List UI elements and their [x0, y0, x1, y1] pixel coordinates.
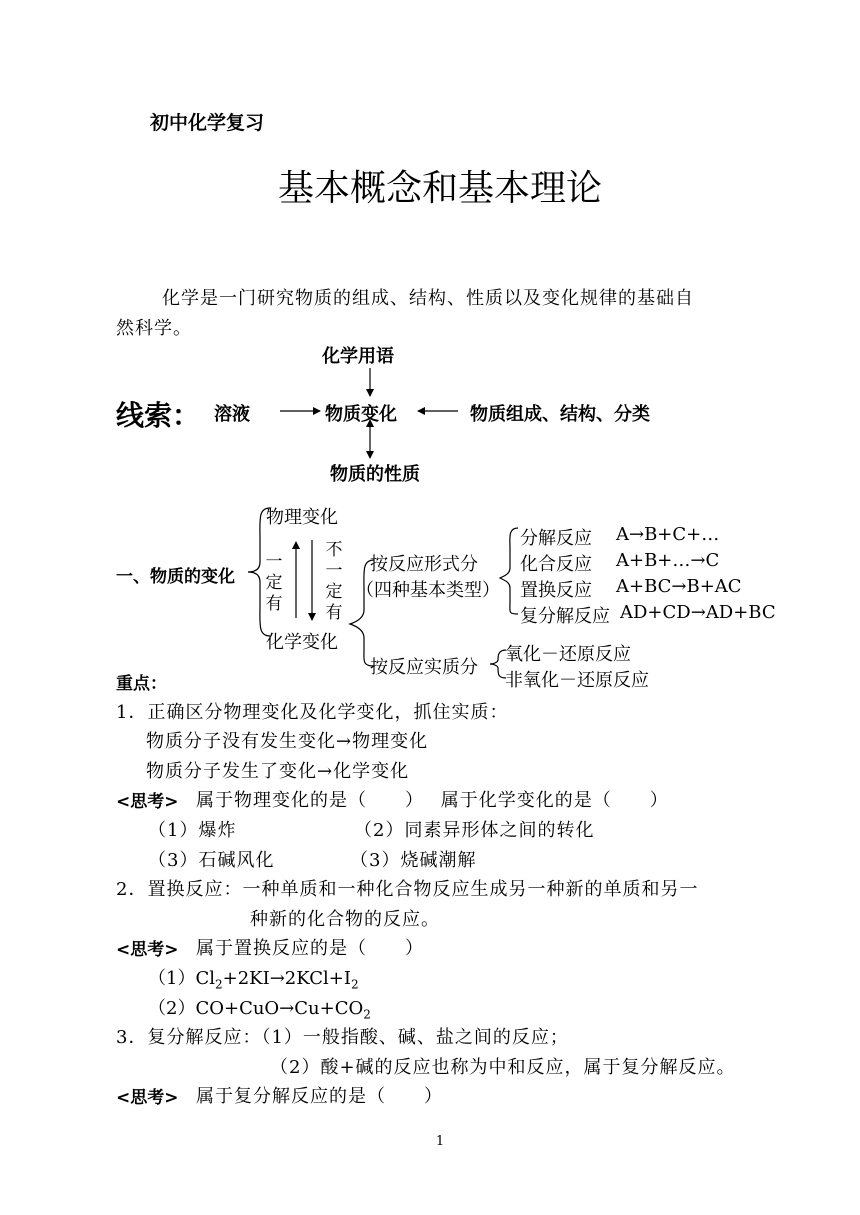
- reaction-formula: AD+CD→AD+BC: [620, 602, 776, 623]
- point-2-line2: 种新的化合物的反应。: [250, 909, 440, 930]
- page-title: 基本概念和基本理论: [277, 168, 602, 209]
- intro-line-1: 化学是一门研究物质的组成、结构、性质以及变化规律的基础自: [162, 288, 694, 309]
- by-essence-label: 按反应实质分: [370, 657, 478, 678]
- reaction-formula: A+BC→B+AC: [616, 576, 742, 597]
- clue-top: 化学用语: [322, 346, 394, 367]
- reaction-formula: A+B+…→C: [616, 550, 720, 571]
- reaction-name: 化合反应: [520, 554, 592, 575]
- course-label: 初中化学复习: [150, 112, 265, 134]
- point-1-sub2: 物质分子发生了变化→化学变化: [146, 761, 410, 782]
- subscript: 2: [350, 977, 359, 992]
- chemical-change: 化学变化: [266, 632, 338, 653]
- by-form-sub: （四种基本类型）: [356, 580, 500, 601]
- brace-redox: [490, 650, 506, 678]
- option-formula: [148, 964, 359, 992]
- think-tag: <思考>: [116, 940, 179, 960]
- point-2-line1: 2．置换反应：一种单质和一种化合物反应生成另一种新的单质和另一: [116, 879, 699, 900]
- think-question: 属于物理变化的是（ ） 属于化学变化的是（ ）: [196, 790, 669, 811]
- point-1-sub1: 物质分子没有发生变化→物理变化: [146, 731, 429, 752]
- reaction-formula: A→B+C+…: [616, 524, 720, 545]
- nonredox: 非氧化－还原反应: [505, 670, 649, 691]
- redox: 氧化－还原反应: [505, 644, 631, 665]
- point-1: 1．正确区分物理变化及化学变化，抓住实质：: [116, 702, 509, 723]
- subscript: 2: [214, 977, 223, 992]
- clue-label: 线索：: [116, 399, 201, 432]
- option: （3）石碱风化: [148, 850, 275, 871]
- brace-four-types: [500, 528, 518, 614]
- point-3-line1: 3．复分解反应：（1）一般指酸、碱、盐之间的反应；: [116, 1027, 569, 1048]
- section1-title: 一、物质的变化: [116, 567, 235, 587]
- subscript: 2: [363, 1007, 371, 1022]
- buyiding-you: 不一定有: [325, 540, 343, 623]
- clue-left: 溶液: [214, 404, 250, 425]
- formula-text: （1）Cl: [148, 968, 215, 989]
- reaction-name: 复分解反应: [520, 606, 610, 627]
- key-points-label: 重点：: [116, 674, 167, 694]
- clue-bottom: 物质的性质: [330, 464, 420, 485]
- formula-text: （2）CO+CuO→Cu+CO: [148, 998, 364, 1019]
- point-3-line2: （2）酸+碱的反应也称为中和反应，属于复分解反应。: [270, 1057, 736, 1078]
- option: （2）同素异形体之间的转化: [354, 820, 595, 841]
- think-tag: <思考>: [116, 792, 179, 812]
- by-form-label: 按反应形式分: [370, 554, 478, 575]
- option: （3）烧碱潮解: [350, 850, 477, 871]
- clue-right: 物质组成、结构、分类: [470, 404, 650, 425]
- option-formula: [148, 994, 371, 1022]
- physical-change: 物理变化: [266, 507, 338, 528]
- yiding-you: 一定有: [265, 552, 283, 614]
- intro-line-2: 然科学。: [116, 318, 192, 339]
- think-question: 属于复分解反应的是（ ）: [196, 1086, 443, 1107]
- think-question: 属于置换反应的是（ ）: [196, 938, 424, 959]
- formula-text: +2KI→2KCl+I: [222, 968, 351, 989]
- reaction-name: 分解反应: [520, 528, 592, 549]
- clue-center: 物质变化: [325, 404, 397, 425]
- option: （1）爆炸: [148, 820, 237, 841]
- think-tag: <思考>: [116, 1088, 179, 1108]
- page-number: 1: [435, 1134, 445, 1149]
- reaction-name: 置换反应: [520, 580, 592, 601]
